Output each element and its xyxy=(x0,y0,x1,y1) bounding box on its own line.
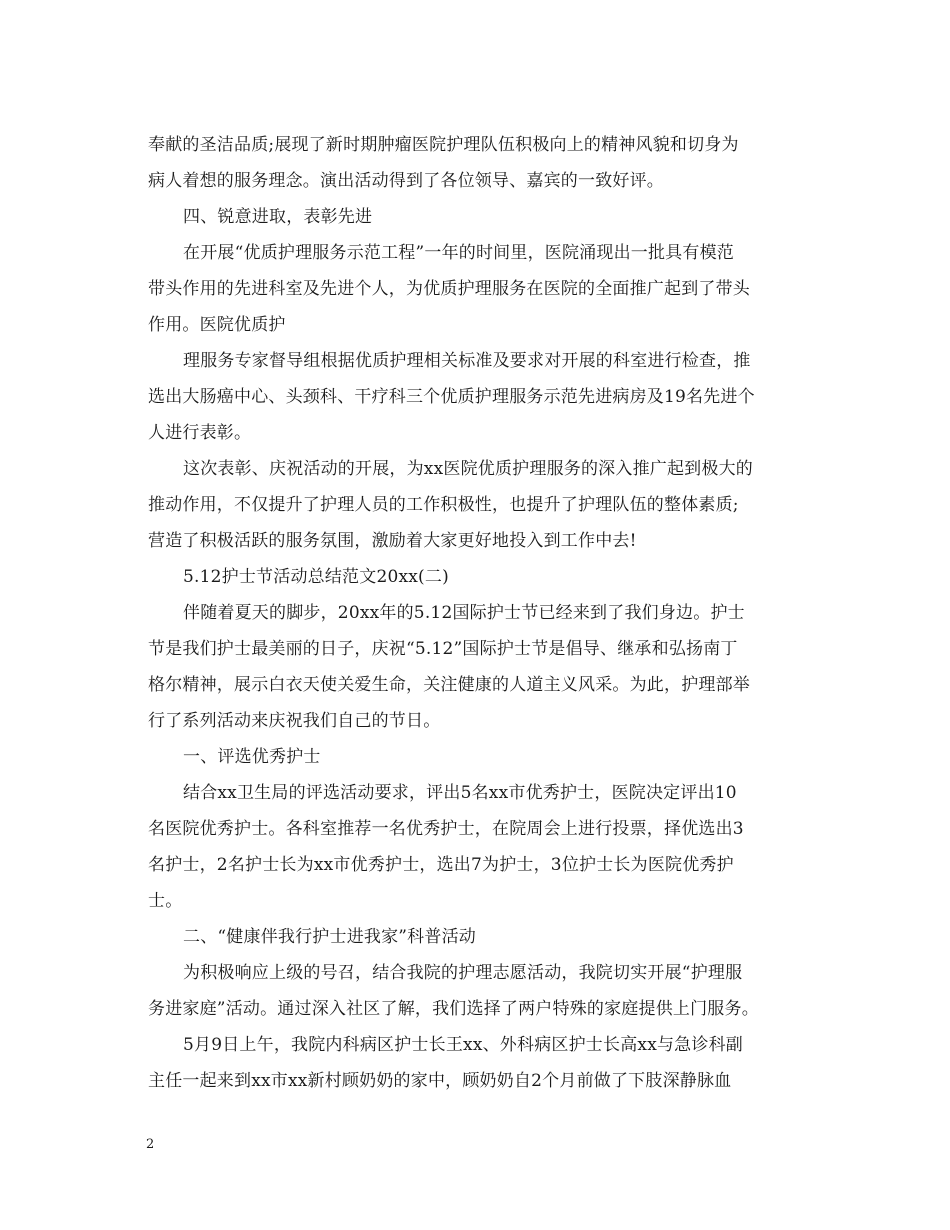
text-line: 作用。医院优质护 xyxy=(148,315,286,335)
text-line: 伴随着夏天的脚步，20xx年的5.12国际护士节已经来到了我们身边。护士 xyxy=(183,603,745,623)
section-heading: 一、评选优秀护士 xyxy=(183,747,321,767)
section-heading: 四、锐意进取，表彰先进 xyxy=(183,207,373,227)
text-line: 带头作用的先进科室及先进个人，为优质护理服务在医院的全面推广起到了带头 xyxy=(148,279,750,299)
text-line: 在开展“优质护理服务示范工程”一年的时间里，医院涌现出一批具有模范 xyxy=(183,243,734,263)
text-line: 奉献的圣洁品质;展现了新时期肿瘤医院护理队伍积极向上的精神风貌和切身为 xyxy=(148,135,739,155)
text-line: 病人着想的服务理念。演出活动得到了各位领导、嘉宾的一致好评。 xyxy=(148,171,664,191)
text-line: 5月9日上午，我院内科病区护士长王xx、外科病区护士长高xx与急诊科副 xyxy=(183,1035,743,1055)
text-line: 格尔精神，展示白衣天使关爱生命，关注健康的人道主义风采。为此，护理部举 xyxy=(148,675,750,695)
text-line: 行了系列活动来庆祝我们自己的节日。 xyxy=(148,711,441,731)
text-line: 主任一起来到xx市xx新村顾奶奶的家中，顾奶奶自2个月前做了下肢深静脉血 xyxy=(148,1071,732,1091)
text-line: 人进行表彰。 xyxy=(148,423,252,443)
text-line: 这次表彰、庆祝活动的开展，为xx医院优质护理服务的深入推广起到极大的 xyxy=(183,459,753,479)
text-line: 理服务专家督导组根据优质护理相关标准及要求对开展的科室进行检查，推 xyxy=(183,351,751,371)
text-line: 务进家庭”活动。通过深入社区了解，我们选择了两户特殊的家庭提供上门服务。 xyxy=(148,999,759,1019)
text-line: 营造了积极活跃的服务氛围，激励着大家更好地投入到工作中去! xyxy=(148,531,637,551)
text-line: 结合xx卫生局的评选活动要求，评出5名xx市优秀护士，医院决定评出10 xyxy=(183,783,737,803)
text-line: 推动作用，不仅提升了护理人员的工作积极性，也提升了护理队伍的整体素质; xyxy=(148,495,739,515)
text-line: 选出大肠癌中心、头颈科、干疗科三个优质护理服务示范先进病房及19名先进个 xyxy=(148,387,755,407)
document-subtitle: 5.12护士节活动总结范文20xx(二) xyxy=(183,567,449,587)
text-line: 士。 xyxy=(148,891,183,911)
section-heading: 二、“健康伴我行护士进我家”科普活动 xyxy=(183,927,476,947)
text-line: 为积极响应上级的号召，结合我院的护理志愿活动，我院切实开展“护理服 xyxy=(183,963,743,983)
text-line: 节是我们护士最美丽的日子，庆祝“5.12”国际护士节是倡导、继承和弘扬南丁 xyxy=(148,639,738,659)
text-line: 名护士，2名护士长为xx市优秀护士，选出7为护士，3位护士长为医院优秀护 xyxy=(148,855,734,875)
page-number: 2 xyxy=(146,1137,155,1152)
text-line: 名医院优秀护士。各科室推荐一名优秀护士，在院周会上进行投票，择优选出3 xyxy=(148,819,744,839)
